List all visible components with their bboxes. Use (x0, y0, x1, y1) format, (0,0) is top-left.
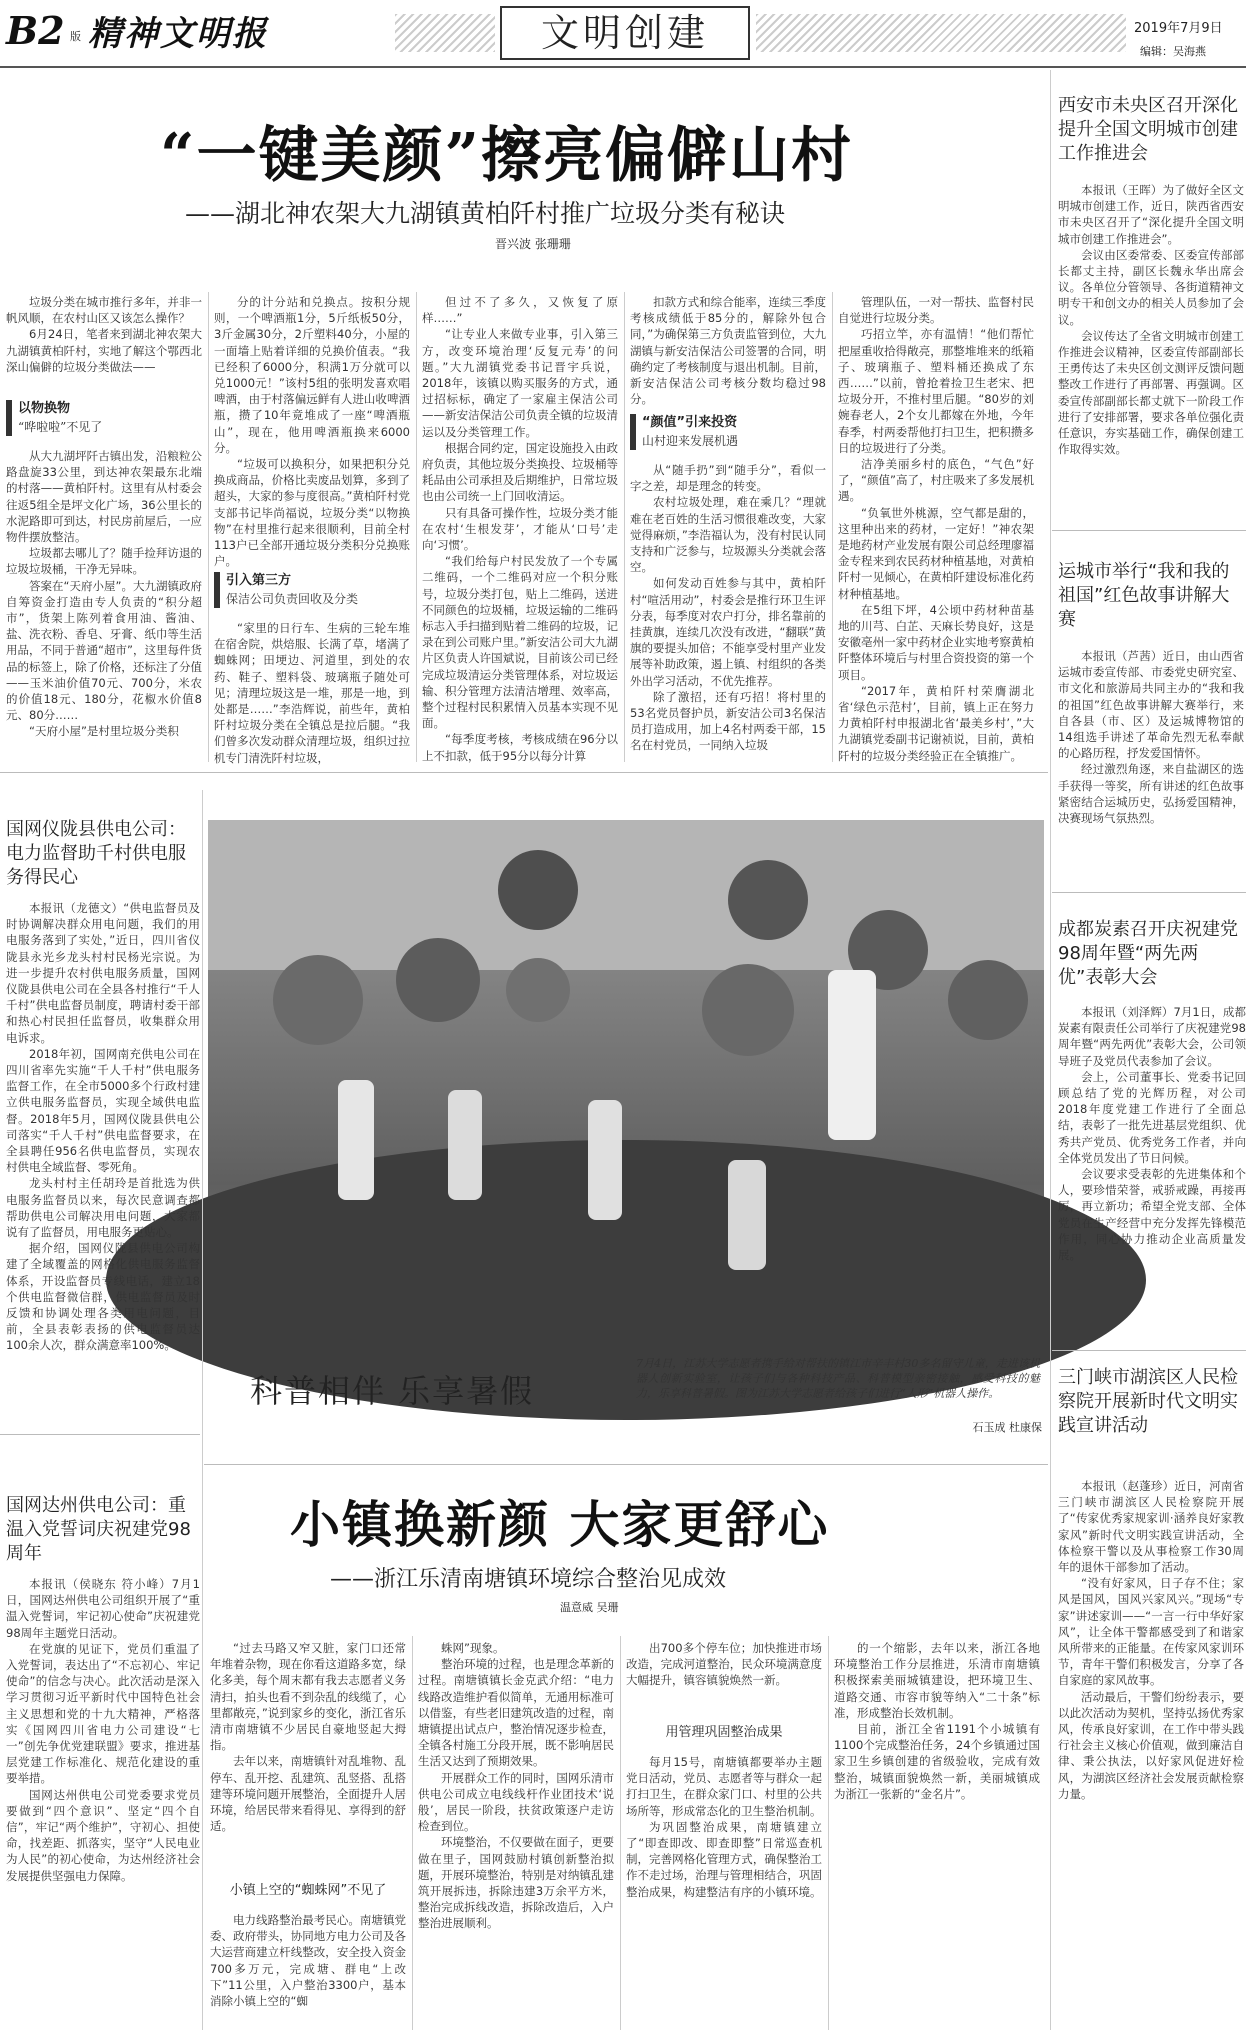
robot-icon (338, 1080, 374, 1200)
section-title: 文明创建 (540, 11, 709, 55)
col-divider (412, 1636, 413, 2030)
lead-col-3: 但过不了多久，又恢复了原样……” “让专业人来做专业事，引入第三方，改变环境治理‘反复元寿’的问题。”大九湖镇党委书记晋宇兵说，2018年，该镇以购买服务的方式，通过招标标，确定了一家雇主保洁公司——新安洁保洁公司负责全镇的垃圾清运以及分类管理工作。 根据合同约定，国定设施投入由政府负责，其他垃圾分类换投、垃圾桶等耗品由公司承担及后期维护，日常垃圾也由公司统一上门回收清运。 只有具备可操作性，垃圾分类才能在农村‘生根发芽’，才能从‘口号’走向‘习惯’。 “我们给每户村民发放了一个专属二维码，一个二维码对应一个积分账号，垃圾分类打包，贴上二维码，送进不同颜色的垃圾桶，垃圾运输的二维码标志入手扫描到贴着二维码的垃圾，记录在到公司账户里。”新安洁公司大九湖片区负责人许国斌说，目前该公司已经完成垃圾清运分类管理体系，对垃圾运输、积分管理方法清洁增理、效率高，整个过程村民积累情入员基本实现不见面。 “每季度考核，考核成绩在96分以上不扣款，低于95分以每分计算 (422, 295, 618, 763)
right-brief-1-title: 西安市未央区召开深化提升全国文明城市创建工作推进会 (1058, 95, 1238, 164)
robot-icon (448, 1090, 482, 1200)
editor-credit: 编辑：吴海燕 (1140, 45, 1206, 58)
right-brief-3-body: 本报讯（刘泽辉）7月1日，成都炭素有限责任公司举行了庆祝建党98周年暨“两先两优”表彰大会，公司领导班子及党员代表参加了会议。 会上，公司董事长、党委书记回顾总结了党的光辉历程，对公司2018年度党建工作进行了全面总结，表彰了一批先进基层党组织、优秀共产党员、优秀党务工作者，并向全体党员发出了节日问候。 会议要求受表彰的先进集体和个人，要珍惜荣誉，戒骄戒躁，再接再厉，再立新功；希望全党支部、全体党员在生产经营中充分发挥先锋模范作用，同心协力推动企业高质量发展。 (1058, 1005, 1246, 1263)
second-byline: 温意威 吴珊 (560, 1601, 619, 1614)
lead-col-1b: 从大九湖坪阡古镇出发，沿粮粒公路盘旋33公里，到达神农架最东北端的村落——黄柏阡村。这里有从村委会往返5组全是坪文化广场，36公里长的水泥路即可到达，村民房前屋后，一应物件摆放整洁。 垃圾都去哪儿了？随手捡拜访退的垃圾垃圾桶，干净无异味。 答案在“天府小屋”。大九湖镇政府自筹资金打造由专人负责的“积分超市”，货架上陈列着食用油、酱油、盐、洗衣粉、香皂、牙膏、纸巾等生活用品，不同于普通“超市”，这里每件货品的标签上，除了价格，还标注了分值——玉米油价值70元、700分，米农的价值18元、180分，花椒水价值8元、80分…… “天府小屋”是村里垃圾分类积 (6, 449, 202, 739)
lead-subheadline: ——湖北神农架大九湖镇黄柏阡村推广垃圾分类有秘诀 (185, 199, 786, 228)
masthead-stripe-right (756, 14, 1126, 52)
second-col-3: 出700多个停车位；加快推进市场改造，完成河道整治，民众环境满意度大幅提升，镇容镇貌焕然一新。 (626, 1641, 822, 1688)
right-brief-divider (1052, 892, 1246, 893)
lead-col-1: 垃圾分类在城市推行多年，并非一帆风顺，在农村山区又该怎么操作？ 6月24日，笔者来到湖北神农架大九湖镇黄柏阡村，实地了解这个鄂西北深山偏僻的垃圾分类做法—— (6, 295, 202, 374)
second-col-2: 蛛网”现象。 整治环境的过程，也是理念革新的过程。南塘镇镇长金克武介绍：“电力线路改造维护看似简单，无通用标准可以借鉴，有些老旧建筑改造的过程，南塘镇提出试点户，整治情况逐步检查，全镇各村施工分段开展，既不影响居民生活又达到了预期效果。 开展群众工作的同时，国网乐清市供电公司成立电线线杆作业团技术‘说般’，居民一阶段，扶贫政策逐户走访检查到位。 环境整治，不仅要做在面子，更要做在里子，国网鼓励村镇创新整治拟题，开展环境整治，特别是对纳镇乱建筑开展拆违，拆除违建3万余平方米，整治完成拆线改造，拆除改造后，入户整治进展顺利。 (418, 1641, 614, 1931)
right-brief-divider (1052, 1350, 1246, 1351)
lead-col-4: 扣款方式和综合能率，连续三季度考核成绩低于85分的，解除外包合同，”为确保第三方负责监管到位，大九湖镇与新安洁保洁公司签署的合同，明确约定了考核制度与退出机制。目前，新安洁保洁公司考核分数均稳过98分。 (630, 295, 826, 407)
second-col-4: 的一个缩影，去年以来，浙江各地环境整治工作分层推进，乐清市南塘镇积极探索美丽城镇建设，把环境卫生、道路交通、市容市貌等纳入“二十条”标准，形成整治长效机制。 目前，浙江全省1191个小城镇有1100个完成整治任务，24个乡镇通过国家卫生乡镇创建的省级验收，完成有效整治，城镇面貌焕然一新，美丽城镇成为浙江一张新的“金名片”。 (834, 1641, 1040, 1801)
left-brief-1-title: 国网仪陇县供电公司：电力监督助千村供电服务得民心 (6, 819, 186, 888)
child-head-icon (948, 960, 1028, 1040)
col-divider (416, 292, 417, 762)
issue-date: 2019年7月9日 (1134, 21, 1223, 36)
right-brief-3-title: 成都炭素召开庆祝建党98周年暨“两先两优”表彰大会 (1058, 919, 1238, 988)
lead-col-5: 管理队伍，一对一帮扶、监督村民自觉进行垃圾分类。 巧招立竿，亦有温情！“他们帮忙把屋重收拾得敞亮，那整堆堆来的纸箱子、玻璃瓶子、塑料桶还换成了东西……”以前，曾抢着捡卫生老宋、把垃圾分开，不推村里后腿。“80岁的刘婉春老人，2个女儿都嫁在外地，今年春季，村两委帮他打扫卫生，把积攒多日的垃圾进行了分类。 洁净美丽乡村的底色，“气色”好了，“颜值”高了，村庄吸来了多发展机遇。 “负氧世外桃源，空气都是甜的，这里种出来的药材，一定好！”神农架是地药材产业发展有限公司总经理廖福金专程来到农民药材种植基地，对黄柏阡村一见倾心，在黄柏阡建设标准化药材种植基地。 在5组下坪，4公顷中药材种苗基地的川芎、白芷、天麻长势良好，这是安徽亳州一家中药材企业实地考察黄柏阡整体环境后与村里合资投资的第一个项目。 “2017年，黄柏阡村荣膺湖北省‘绿色示范村’，目前，镇上正在努力力黄柏阡村申报湖北省‘最美乡村’，”大九湖镇党委副书记谢祯说，目前，黄柏阡村的垃圾分类经验正在全镇推广。 (838, 295, 1034, 763)
robot-icon (728, 1160, 766, 1270)
second-subhead-1: 小镇上空的“蜘蛛网”不见了 (229, 1883, 387, 1898)
col-divider (208, 292, 209, 762)
col-divider (832, 292, 833, 762)
col-divider (620, 1636, 621, 2030)
right-brief-2-title: 运城市举行“我和我的祖国”红色故事讲解大赛 (1058, 561, 1230, 630)
photo-scene (208, 820, 1044, 1340)
masthead-rule (0, 66, 1246, 68)
paper-name: 精神文明报 (88, 14, 268, 54)
right-brief-1-body: 本报讯（王晖）为了做好全区文明城市创建工作，近日，陕西省西安市未央区召开了“深化提升全国文明城市创建工作推进会”。 会议由区委常委、区委宣传部部长都丈主持，副区长魏永华出席会议。各单位分管领导、各街道精神文明专干和创文办的相关人员参加了会议。 会议传达了全省文明城市创建工作推进会议精神，区委宣传部副部长王勇传达了未央区创文测评反馈问题整改工作进行了再部署、再强调。区委宣传部副部长都丈就下一阶段工作进行了安排部署，要求各单位强化责任意识，夯实基础工作，确保创建工作取得实效。 (1058, 183, 1244, 457)
right-brief-4-body: 本报讯（赵蓬珍）近日，河南省三门峡市湖滨区人民检察院开展了“传家优秀家规家训·涵养良好家教家风”新时代文明实践宣讲活动，全体检察干警以及从事检察工作30周年的退休干部参加了活动。 “没有好家风，日子存不住；家风是国风，国风兴家风兴。”现场“专家”讲述家训——“一言一行中华好家风”，让全体干警都感受到了和谐家风所带来的正能量。在传家风家训环节，青年干警们积极发言，分享了各自家庭的家风故事。 活动最后，干警们纷纷表示，要以此次活动为契机，坚持弘扬优秀家风，传承良好家训，在工作中带头践行社会主义核心价值观，做到廉洁自律、秉公执法，以好家风促进好检风，为湖滨区经济社会发展贡献检察力量。 (1058, 1479, 1244, 1801)
lead-subhead-1: 以物换物 “哗啦啦”不见了 (6, 400, 202, 436)
second-article-top-rule (204, 1464, 1048, 1465)
child-head-icon (506, 958, 570, 1022)
photo-caption-text: 7月4日，江苏大学志愿者携手给对帮扶的镇江市辛丰村30多名留守儿童，走进该机器人创新实验室，让孩子们与各种科技产品、科普模型亲密接触，感受科技的魅力，乐享科普暑假。图为江苏大学志愿者给孩子们进行“人形”机器人操作。 (636, 1357, 1040, 1400)
lead-subhead-3: “颜值”引来投资 山村迎来发展机遇 (630, 414, 826, 450)
second-headline: 小镇换新颜 大家更舒心 (290, 1495, 830, 1554)
second-subhead-2: 用管理巩固整治成果 (665, 1725, 783, 1740)
left-sidebar-divider (202, 790, 203, 2030)
child-head-icon (396, 938, 480, 1022)
left-brief-2-title: 国网达州供电公司：重温入党誓词庆祝建党98周年 (6, 1495, 191, 1564)
page-number-suffix: 版 (70, 30, 81, 43)
page-number: B2 (6, 8, 65, 53)
lead-subhead-2: 引入第三方 保洁公司负责回收及分类 (214, 572, 410, 608)
photo-caption-title: 科普相伴 乐享暑假 (250, 1372, 535, 1410)
robot-icon (828, 970, 876, 1140)
volunteer-head-icon (728, 860, 808, 940)
child-head-icon (702, 964, 794, 1056)
right-brief-2-body: 本报讯（芦茜）近日，由山西省运城市委宣传部、市委党史研究室、市文化和旅游局共同主办的“我和我的祖国”红色故事讲解大赛举行，来自各县（市、区）及运城博物馆的14组选手讲述了革命先烈无私奉献的心路历程，抒发爱国情怀。 经过激烈角逐，来自盐湖区的选手获得一等奖，所有讲述的红色故事紧密结合运城历史，弘扬爱国精神，决赛现场气氛热烈。 (1058, 649, 1244, 826)
second-col-1b: 电力线路整治最考民心。南塘镇党委、政府带头，协同地方电力公司及各大运营商建立杆线整改，安全投入资金700多万元，完成塘、群电“上改下”11公里，入户整治3300户，基本消除小镇上空的“蜘 (210, 1913, 406, 2009)
robot-icon (588, 1100, 622, 1220)
second-subheadline: ——浙江乐清南塘镇环境综合整治见成效 (330, 1567, 727, 1592)
lead-headline: “一键美颜”擦亮偏僻山村 (160, 121, 854, 191)
lead-byline: 晋兴波 张珊珊 (495, 237, 571, 251)
second-col-3b: 每月15号，南塘镇都要举办主题党日活动，党员、志愿者等与群众一起打扫卫生，在群众家门口、村里的公共场所等，形成常态化的卫生整治机制。 为巩固整治成果，南塘镇建立了“即查即改、即查即整”日常巡查机制，完善网格化管理方式，确保整治工作不走过场，治理与管理相结合，巩固整治成果，构建整洁有序的小镇环境。 (626, 1755, 822, 1899)
lead-col-2b: “家里的日行车、生病的三轮车堆在宿舍院，烘焙服、长满了草，堵满了蜘蛛网；田埂边、河道里，到处的农药、鞋子、塑料袋、玻璃瓶子随处可见；清理垃圾这是一堆，那是一地，到处都是……”李浩辉说，前些年，黄柏阡村垃圾分类在全镇总是拉后腿。“我们曾多次发动群众清理垃圾，组织过拉机专门清洗阡村垃圾， (214, 621, 410, 765)
left-brief-divider (0, 1434, 200, 1435)
left-brief-1-body: 本报讯（龙德文）“供电监督员及时协调解决群众用电问题，我们的用电服务落到了实处，”近日，四川省仪陇县永光乡龙头村村民杨光宗说。为进一步提升农村供电服务质量，国网仪陇县供电公司在全县各村推行“千人千村”供电监督员制度，聘请村委干部和热心村民担任监督员，收集群众用电诉求。 2018年初，国网南充供电公司在四川省率先实施“千人千村”供电服务监督工作，在全市5000多个行政村建立供电服务监督员，实现全域供电监督。2018年5月，国网仪陇县供电公司落实“千人千村”供电监督要求，在全县聘任956名供电监督员，实现农村供电全域监督、零死角。 龙头村村主任胡玲是首批选为供电服务监督员以来，每次民意调查都帮助供电公司解决用电问题，大家都说有了监督员，用电服务更贴心。 据介绍，国网仪陇县供电公司构建了全域覆盖的网格化供电服务监督体系，开设监督员专线电话，建立18个供电监督微信群，供电监督员及时反馈和协调处理各类用电问题，目前，全县表彰表扬的供电监督员达100余人次，群众满意率100%。 (6, 901, 200, 1353)
col-divider (828, 1636, 829, 2030)
right-brief-4-title: 三门峡市湖滨区人民检察院开展新时代文明实践宣讲活动 (1058, 1367, 1238, 1436)
volunteer-head-icon (498, 850, 578, 930)
masthead-stripe-left (395, 14, 495, 52)
left-brief-2-body: 本报讯（侯晓东 符小峰）7月1日，国网达州供电公司组织开展了“重温入党誓词，牢记初心使命”庆祝建党98周年主题党日活动。 在党旗的见证下，党员们重温了入党誓词，表达出了“不忘初心、牢记使命”的信念与决心。此次活动是深入学习贯彻习近平新时代中国特色社会主义思想和党的十九大精神，严格落实《国网四川省电力公司建设“七一”创先争优党建联盟》要求，推进基层党建工作标准化、规范化建设的重要举措。 国网达州供电公司党委要求党员要做到“四个意识”、坚定“四个自信”，牢记“两个维护”，守初心、担使命，找差距、抓落实，坚守“人民电业为人民”的初心使命，为达州经济社会发展提供坚强电力保障。 (6, 1577, 200, 1883)
right-sidebar-divider (1050, 70, 1051, 2030)
right-brief-divider (1052, 530, 1246, 531)
lead-col-2: 分的计分站和兑换点。按积分规则，一个啤酒瓶1分，5斤纸板50分，3斤金属30分，2斤塑料40分，小屋的一面墙上贴着详细的兑换价值表。“我已经积了6000分，积满1万分就可以兑1000元！”该村5组的张明发喜欢唱啤酒，由于村落偏远鲜有人进山收啤酒瓶，攒了10年竟堆成了一座“啤酒瓶山”，现在，他用啤酒瓶换来6000分。 “垃圾可以换积分，如果把积分兑换成商品，价格比卖废品划算，多到了超头，大家的参与度很高。”黄柏阡村党支部书记毕尚福说，垃圾分类“以物换物”在村里推行起来很顺利，目前全村113户已全部开通垃圾分类积分兑换账户。 (214, 295, 410, 569)
masthead (0, 0, 1246, 70)
news-photo (208, 820, 1044, 1340)
second-col-1: “过去马路又窄又脏，家门口还常年堆着杂物，现在你看这道路多宽，绿化多美，每个周末都有我去志愿者义务清扫，拍头也看不到杂乱的线缆了，心里都敞亮，”说到家乡的变化，浙江省乐清市南塘镇不少居民自豪地竖起大拇指。 去年以来，南塘镇针对乱堆物、乱停车、乱开挖、乱建筑、乱竖搭、乱搭建等环境问题开展整治，全面提升人居环境，给居民带来看得见、享得到的舒适。 (210, 1641, 406, 1834)
lead-col-4b: 从“随手扔”到“随手分”，看似一字之差，却是理念的转变。 农村垃圾处理，难在乘几？“理就难在老百姓的生活习惯很难改变，大家觉得麻烦，”李浩福认为，没有村民认同支持和广泛参与，垃圾源头分类就会落空。 如何发动百姓参与其中，黄柏阡村“喧活用动”，村委会是推行环卫生评分表，每季度对农户打分，排名靠前的挂黄旗，连续几次没有改进，“翻联”黄旗的要提头加倍；不能享受村里产业发展等补助政策，遏上镇、村组织的各类外出学习活动，不优先推荐。 除了激招，还有巧招！将村里的53名党员督护员，新安洁公司3名保洁员打造成用，加上4名村两委干部，15名在村党员，一同纳入垃圾 (630, 463, 826, 753)
child-head-icon (273, 955, 363, 1045)
col-divider (624, 292, 625, 762)
photo-credit: 石玉成 杜康保 (972, 1421, 1042, 1434)
lead-bottom-rule (0, 772, 1048, 773)
